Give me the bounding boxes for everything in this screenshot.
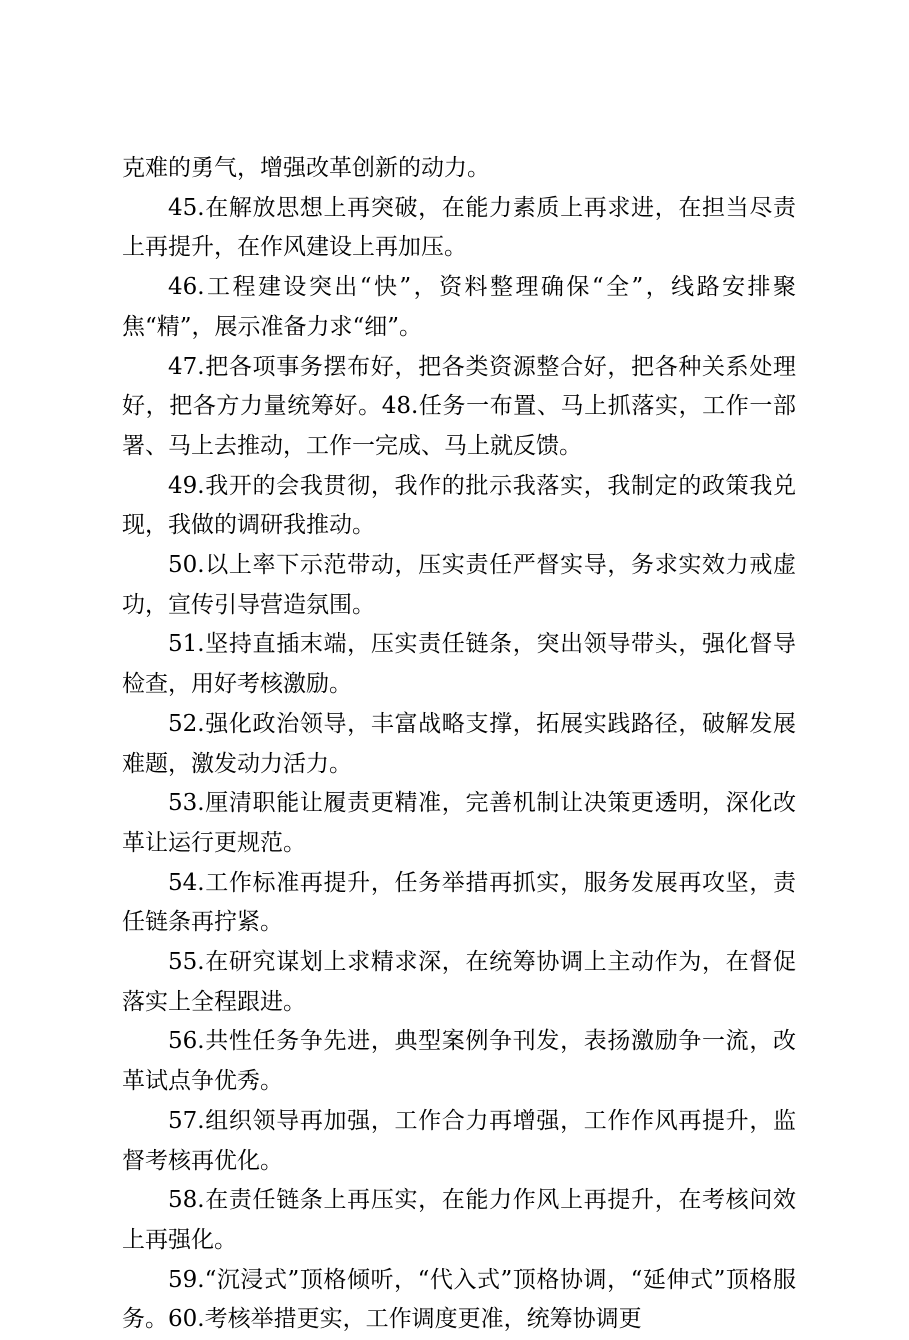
paragraph-57: 57.组织领导再加强，工作合力再增强，工作作风再提升，监督考核再优化。: [122, 1107, 796, 1174]
paragraph-54: 54.工作标准再提升，任务举措再抓实，服务发展再攻坚，责任链条再拧紧。: [122, 869, 796, 936]
paragraph-47-48: 47.把各项事务摆布好，把各类资源整合好，把各种关系处理好，把各方力量统筹好。48.任务一布置、马上抓落实，工作一部署、马上去推动，工作一完成、马上就反馈。: [122, 353, 796, 459]
paragraph-59-60: 59.“沉浸式”顶格倾听，“代入式”顶格协调，“延伸式”顶格服务。60.考核举措更实，工作调度更准，统筹协调更: [122, 1266, 796, 1333]
paragraph-51: 51.坚持直插末端，压实责任链条，突出领导带头，强化督导检查，用好考核激励。: [122, 631, 796, 698]
paragraph-53: 53.厘清职能让履责更精准，完善机制让决策更透明，深化改革让运行更规范。: [122, 790, 796, 856]
paragraph-52: 52.强化政治领导，丰富战略支撑，拓展实践路径，破解发展难题，激发动力活力。: [122, 710, 796, 777]
paragraph-55: 55.在研究谋划上求精求深，在统筹协调上主动作为，在督促落实上全程跟进。: [122, 949, 796, 1015]
paragraph-46: 46.工程建设突出“快”，资料整理确保“全”，线路安排聚焦“精”，展示准备力求“细”。: [122, 274, 796, 340]
paragraph-56: 56.共性任务争先进，典型案例争刊发，表扬激励争一流，改革试点争优秀。: [122, 1028, 796, 1095]
paragraph-49: 49.我开的会我贯彻，我作的批示我落实，我制定的政策我兑现，我做的调研我推动。: [122, 472, 796, 539]
document-body: [122, 149, 796, 1340]
paragraph-50: 50.以上率下示范带动，压实责任严督实导，务求实效力戒虚功，宣传引导营造氛围。: [122, 552, 796, 618]
paragraph-45: 45.在解放思想上再突破，在能力素质上再求进，在担当尽责上再提升，在作风建设上再加压。: [122, 194, 796, 261]
paragraph-continuation: 克难的勇气，增强改革创新的动力。: [122, 155, 490, 181]
paragraph-58: 58.在责任链条上再压实，在能力作风上再提升，在考核问效上再强化。: [122, 1187, 796, 1253]
